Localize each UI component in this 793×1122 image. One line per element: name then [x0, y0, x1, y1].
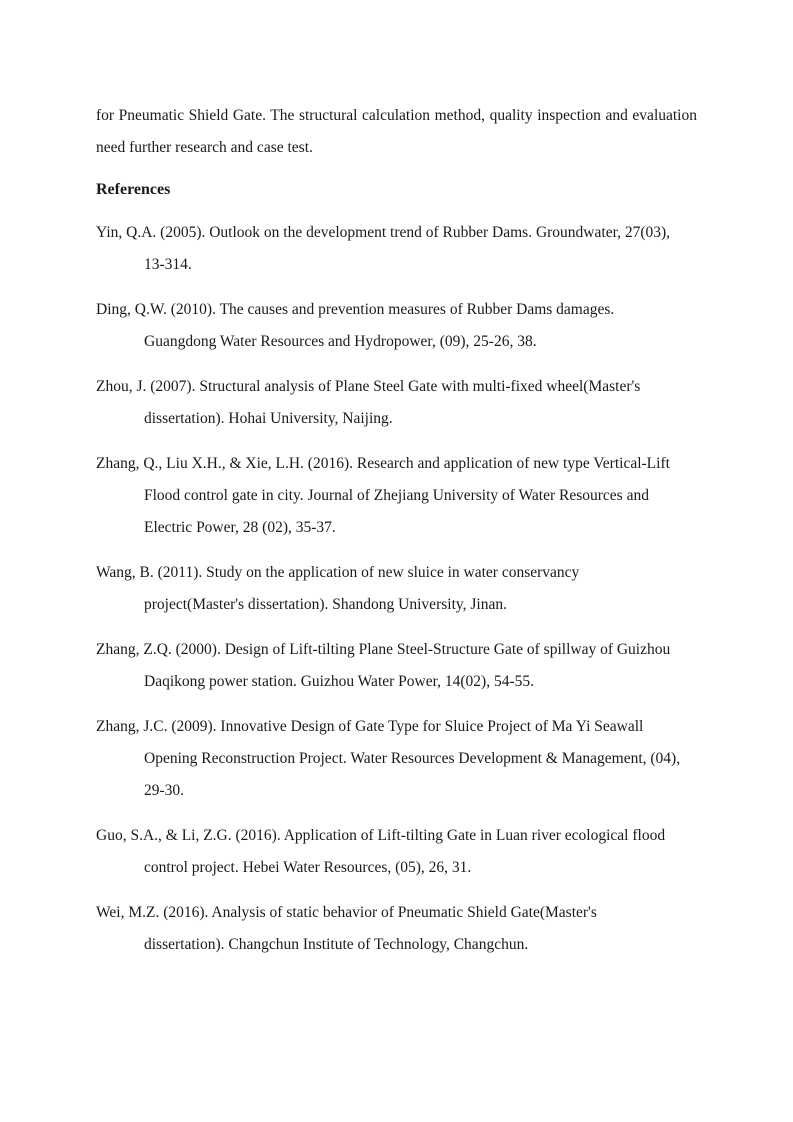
continuation-paragraph: for Pneumatic Shield Gate. The structural calculation method, quality inspection and evaluation need further research and case test. — [96, 107, 697, 156]
reference-item: Zhang, J.C. (2009). Innovative Design of Gate Type for Sluice Project of Ma Yi Seawall Opening Reconstruction Project. Water Resources Development & Management, (04), 29-30. — [96, 718, 681, 799]
references-heading: References — [96, 181, 171, 198]
reference-item: Wei, M.Z. (2016). Analysis of static behavior of Pneumatic Shield Gate(Master's dissertation). Changchun Institute of Technology, Changchun. — [96, 904, 597, 953]
reference-list — [96, 217, 697, 961]
reference-item: Guo, S.A., & Li, Z.G. (2016). Application of Lift-tilting Gate in Luan river ecological flood control project. Hebei Water Resources, (05), 26, 31. — [96, 827, 666, 876]
reference-item: Wang, B. (2011). Study on the application of new sluice in water conservancy project(Master's dissertation). Shandong University, Jinan. — [96, 564, 580, 613]
reference-item: Ding, Q.W. (2010). The causes and prevention measures of Rubber Dams damages. Guangdong Water Resources and Hydropower, (09), 25-26, 38. — [96, 301, 615, 350]
document-page — [96, 100, 697, 974]
reference-item: Yin, Q.A. (2005). Outlook on the development trend of Rubber Dams. Groundwater, 27(03), 13-314. — [96, 224, 671, 273]
reference-item: Zhang, Q., Liu X.H., & Xie, L.H. (2016). Research and application of new type Vertical-Lift Flood control gate in city. Journal of Zhejiang University of Water Resources and Electric Power, 28 (02), 35-37. — [96, 455, 670, 536]
reference-item: Zhou, J. (2007). Structural analysis of Plane Steel Gate with multi-fixed wheel(Master's dissertation). Hohai University, Naijing. — [96, 378, 641, 427]
reference-item: Zhang, Z.Q. (2000). Design of Lift-tilting Plane Steel-Structure Gate of spillway of Guizhou Daqikong power station. Guizhou Water Power, 14(02), 54-55. — [96, 641, 671, 690]
